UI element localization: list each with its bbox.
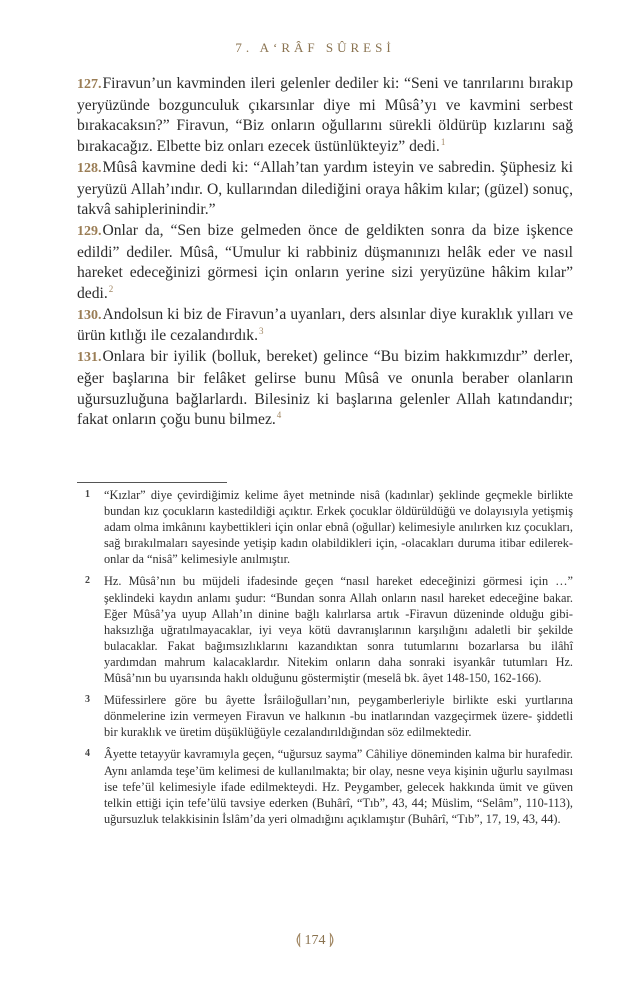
footnote-number: 1 (85, 489, 90, 500)
footnote-text: Hz. Mûsâ’nın bu müjdeli ifadesinde geçen “nasıl hareket edeceğinizi görmesi için …” şeklindeki kaydın anlamı şudur: “Bundan sonra Allah onların nasıl hareket edeceğine bakar. Eğer Mûsâ’ya uyup Allah’ın dinine bağlı kalırlarsa artık -Firavun düzeninde olduğu gibi- haksızlığa uğratılmayacaklar, iyi veya kötü davranışlarının karşılığını adaletli bir şekilde bulacaklar. Fakat bağımsızlıklarını kazandıktan sonra tutumlarını bozarlarsa bu ilâhî yardımdan mahrum kalacaklardır. Nitekim onların daha sonraki isyankâr tutumları Hz. Mûsâ’nın bu uyarısında haklı olduğunu göstermiştir (meselâ bk. âyet 148-150, 162-166). (104, 574, 573, 686)
ornament-right-icon: ⟭ (329, 932, 335, 948)
verse-number: 128. (77, 160, 102, 176)
verse-131 (77, 347, 573, 431)
verse-130 (77, 305, 573, 347)
verse-text: Onlar da, “Sen bize gelmeden önce de geldikten sonra da bize işkence edildi” dediler. Mûsâ, “Umulur ki rabbiniz düşmanınızı helâk eder ve nasıl hareket edeceğinizi görmesi için onların yerine sizi yeryüzüne hâkim kılar” dedi. (77, 221, 573, 303)
verse-text: Onlara bir iyilik (bolluk, bereket) gelince “Bu bizim hakkımızdır” derler, eğer başlarına bir felâket gelirse bunu Mûsâ ve onunla beraber olanların uğursuzluğuna bağlarlardı. Bilesiniz ki başlarına gelenler Allah katındandır; fakat onların çoğu bunu bilmez. (77, 348, 573, 429)
verse-127 (77, 74, 573, 158)
ornament-left-icon: ⟬ (295, 932, 301, 948)
footnote-text: Müfessirlere göre bu âyette İsrâiloğulları’nın, peygamberleriyle birlikte eski yurtlarına dönmelerine izin vermeyen Firavun ve halkının -bu inatlarından vazgeçirmek üzere- şiddetli bir kuraklık ve üretim düşüklüğüyle cezalandırıldığından söz edilmektedir. (104, 693, 573, 740)
footnotes (77, 487, 573, 833)
verse-128 (77, 158, 573, 221)
footnote-3 (77, 692, 573, 740)
footnote-1 (77, 487, 573, 567)
verse-text: Mûsâ kavmine dedi ki: “Allah’tan yardım isteyin ve sabredin. Şüphesiz ki yeryüzü Allah’ındır. O, kullarından dilediğini oraya hâkim kılar; (güzel) sonuç, takvâ sahiplerinindir.” (77, 158, 573, 219)
page-number: 174 (304, 933, 326, 948)
verse-number: 129. (77, 223, 102, 239)
surah-header: 7. A‘RÂF SÛRESİ (235, 40, 395, 55)
footnote-ref-2[interactable]: 2 (108, 283, 114, 294)
verse-number: 131. (77, 350, 102, 366)
page-number-area (0, 931, 630, 949)
verse-text: Andolsun ki biz de Firavun’a uyanları, ders alsınlar diye kuraklık yılları ve ürün kıtlığı ile cezalandırdık. (77, 305, 573, 345)
footnote-text: Âyette tetayyür kavramıyla geçen, “uğursuz sayma” Câhiliye döneminden kalma bir hurafedir. Aynı anlamda teşe’üm kelimesi de kullanılmakta; bir olay, nesne veya kişinin uğurlu sayılması ise tefe’ül kelimesiyle ifade edilmekteydi. Hz. Peygamber, gelecek hakkında ümit ve güven telkin ettiği için tefe’ülü tavsiye ederken (Buhârî, “Tıb”, 43, 44; Müslim, “Selâm”, 110-113), uğursuzluk telakkisinin İslâm’da yeri olmadığını açıklamıştır (Buhârî, “Tıb”, 17, 19, 43, 44). (104, 747, 573, 826)
footnote-divider (77, 482, 227, 483)
footnote-ref-3[interactable]: 3 (259, 326, 264, 337)
verse-number: 127. (77, 77, 102, 92)
footnote-text: “Kızlar” diye çevirdiğimiz kelime âyet metninde nisâ (kadınlar) şeklinde geçmekle birlikte bundan kız çocukların kastedildiği açıktır. Erkek çocuklar öldürüldüğü ve dolayısıyla yetişmiş adam olma imkânını kaybettikleri için onlar ebnâ (oğullar) kelimesiyle anılırken kız çocukları, sağ bırakılmaları sayesinde yetişip kadın olabildikleri için, -olacakları duruma itibar edilerek- onlar da “nisâ” kelimesiyle anılmıştır. (104, 488, 573, 567)
footnote-number: 2 (85, 575, 90, 587)
verse-block (77, 74, 573, 431)
verse-129 (77, 221, 573, 305)
footnote-number: 4 (85, 748, 90, 760)
footnote-2 (77, 573, 573, 686)
footnote-number: 3 (85, 694, 90, 706)
verse-text: Firavun’un kavminden ileri gelenler dediler ki: “Seni ve tanrılarını bırakıp yeryüzünde bozgunculuk çıkarsınlar diye mi Mûsâ’yı ve kavmini serbest bırakacaksın?” Firavun, “Biz onların oğullarını sürekli öldürüp kızlarını sağ bırakacağız. Elbette biz onları ezecek üstünlükteyiz” dedi. (77, 75, 573, 156)
footnote-4 (77, 746, 573, 826)
verse-number: 130. (77, 307, 102, 323)
footnote-ref-1[interactable]: 1 (440, 136, 446, 147)
footnote-ref-4[interactable]: 4 (276, 410, 282, 421)
